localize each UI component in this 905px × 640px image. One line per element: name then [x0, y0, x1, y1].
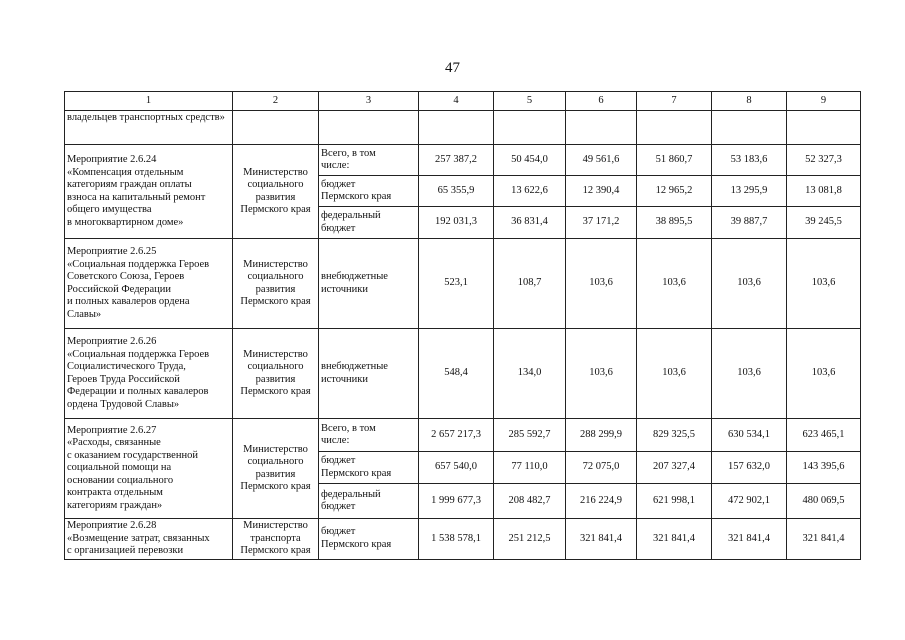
text-line: социального	[247, 361, 304, 372]
empty-cell	[233, 111, 319, 145]
col-header: 8	[712, 92, 787, 111]
value-cell: 77 110,0	[494, 452, 566, 484]
text-line: Советского Союза, Героев	[67, 271, 185, 282]
text-line: Пермского края	[321, 538, 392, 550]
value-cell: 288 299,9	[566, 419, 637, 452]
text-line: основании социального	[67, 474, 174, 486]
text-line: Пермского края	[240, 481, 311, 492]
source-cell	[319, 207, 419, 239]
text-line: «Расходы, связанные	[67, 437, 161, 449]
col-header: 6	[566, 92, 637, 111]
text-line: развития	[255, 283, 296, 295]
value-cell: 257 387,2	[419, 145, 494, 176]
value-cell: 50 454,0	[494, 145, 566, 176]
text-line: Всего, в том	[321, 147, 376, 159]
text-line: бюджет	[321, 526, 356, 538]
text-line: «Социальная поддержка Героев	[67, 258, 210, 270]
value-cell: 548,4	[419, 329, 494, 419]
text-line: Пермского края	[240, 296, 311, 307]
value-cell: 630 534,1	[712, 419, 787, 452]
measure-cell	[65, 239, 233, 329]
col-header: 4	[419, 92, 494, 111]
page-number: 47	[445, 60, 460, 76]
value-cell: 192 031,3	[419, 207, 494, 239]
source-cell	[319, 452, 419, 484]
text-line: Пермского края	[321, 191, 392, 202]
value-cell: 37 171,2	[566, 207, 637, 239]
empty-cell	[494, 111, 566, 145]
value-cell: 49 561,6	[566, 145, 637, 176]
table-row	[65, 519, 861, 560]
text-line: Министерство	[243, 348, 308, 360]
value-cell: 103,6	[712, 239, 787, 329]
value-cell: 657 540,0	[419, 452, 494, 484]
value-cell: 13 622,6	[494, 176, 566, 207]
text-line: Мероприятие 2.6.26	[67, 336, 157, 347]
text-line: социального	[247, 179, 304, 190]
text-line: Мероприятие 2.6.28	[67, 520, 157, 531]
text-line: Мероприятие 2.6.25	[67, 246, 157, 257]
measure-cell	[65, 519, 233, 560]
text-line: «Социальная поддержка Героев	[67, 348, 210, 360]
text-line: развития	[255, 468, 296, 480]
value-cell: 103,6	[787, 239, 861, 329]
text-line: взноса на капитальный ремонт	[67, 191, 206, 203]
text-line: Пермского края	[321, 467, 392, 479]
agency-cell	[233, 145, 319, 239]
col-header: 7	[637, 92, 712, 111]
value-cell: 285 592,7	[494, 419, 566, 452]
value-cell: 108,7	[494, 239, 566, 329]
source-cell	[319, 176, 419, 207]
value-cell: 38 895,5	[637, 207, 712, 239]
value-cell: 36 831,4	[494, 207, 566, 239]
value-cell: 623 465,1	[787, 419, 861, 452]
empty-cell	[787, 111, 861, 145]
text-line: социальной помощи на	[67, 462, 172, 474]
text-line: Министерство	[243, 443, 308, 455]
value-cell: 52 327,3	[787, 145, 861, 176]
text-line: общего имущества	[67, 204, 152, 215]
value-cell: 103,6	[637, 329, 712, 419]
text-line: Федерации и полных кавалеров	[67, 386, 209, 397]
value-cell: 216 224,9	[566, 484, 637, 519]
empty-cell	[637, 111, 712, 145]
text-line: ордена Трудовой Славы»	[67, 398, 180, 410]
value-cell: 53 183,6	[712, 145, 787, 176]
value-cell: 321 841,4	[712, 519, 787, 560]
source-cell	[319, 145, 419, 176]
value-cell: 621 998,1	[637, 484, 712, 519]
value-cell: 72 075,0	[566, 452, 637, 484]
text-line: транспорта	[250, 532, 301, 544]
value-cell: 321 841,4	[787, 519, 861, 560]
value-cell: 321 841,4	[566, 519, 637, 560]
col-header: 1	[65, 92, 233, 111]
value-cell: 103,6	[566, 239, 637, 329]
text-line: социального	[247, 271, 304, 282]
value-cell: 39 887,7	[712, 207, 787, 239]
value-cell: 472 902,1	[712, 484, 787, 519]
empty-cell	[566, 111, 637, 145]
value-cell: 523,1	[419, 239, 494, 329]
empty-cell	[712, 111, 787, 145]
value-cell: 12 390,4	[566, 176, 637, 207]
value-cell: 134,0	[494, 329, 566, 419]
value-cell: 207 327,4	[637, 452, 712, 484]
funding-table	[64, 91, 861, 560]
text-line: развития	[255, 191, 296, 203]
table-row	[65, 329, 861, 419]
value-cell: 480 069,5	[787, 484, 861, 519]
col-header: 3	[319, 92, 419, 111]
col-header: 9	[787, 92, 861, 111]
text-line: Мероприятие 2.6.27	[67, 424, 157, 436]
agency-cell	[233, 329, 319, 419]
text-line: с оказанием государственной	[67, 449, 198, 461]
value-cell: 157 632,0	[712, 452, 787, 484]
measure-cell: владельцев транспортных средств»	[65, 111, 233, 145]
text-line: Российской Федерации	[67, 283, 171, 295]
value-cell: 51 860,7	[637, 145, 712, 176]
value-cell: 103,6	[787, 329, 861, 419]
text-line: Пермского края	[240, 204, 311, 215]
text-line: Пермского края	[240, 386, 311, 397]
value-cell: 1 538 578,1	[419, 519, 494, 560]
text-line: источники	[321, 373, 368, 385]
text-line: Героев Труда Российской	[67, 373, 180, 385]
text-line: Славы»	[67, 308, 102, 320]
text-line: Пермского края	[240, 545, 311, 556]
text-line: развития	[255, 373, 296, 385]
source-cell	[319, 329, 419, 419]
text-line: «Компенсация отдельным	[67, 166, 184, 178]
text-line: внебюджетные	[321, 361, 388, 372]
text-line: категориям граждан»	[67, 499, 163, 511]
text-line: бюджет	[321, 455, 356, 466]
text-line: Министерство	[243, 258, 308, 270]
value-cell: 103,6	[566, 329, 637, 419]
empty-cell	[419, 111, 494, 145]
source-cell	[319, 519, 419, 560]
text-line: и полных кавалеров ордена	[67, 296, 190, 307]
measure-cell	[65, 329, 233, 419]
text-line: Министерство	[243, 166, 308, 178]
source-cell	[319, 419, 419, 452]
text-line: бюджет	[321, 501, 356, 512]
text-line: Социалистического Труда,	[67, 361, 186, 372]
measure-cell	[65, 145, 233, 239]
text-line: с организацией перевозки	[67, 545, 184, 556]
text-line: источники	[321, 283, 368, 295]
value-cell: 103,6	[712, 329, 787, 419]
continuation-row	[65, 111, 861, 145]
text-line: числе:	[321, 160, 350, 171]
text-line: «Возмещение затрат, связанных	[67, 532, 210, 544]
col-header: 5	[494, 92, 566, 111]
agency-cell	[233, 419, 319, 519]
value-cell: 13 295,9	[712, 176, 787, 207]
text-line: числе:	[321, 435, 350, 446]
text-line: внебюджетные	[321, 271, 388, 282]
value-cell: 103,6	[637, 239, 712, 329]
value-cell: 321 841,4	[637, 519, 712, 560]
text-line: бюджет	[321, 222, 356, 234]
value-cell: 12 965,2	[637, 176, 712, 207]
table-row	[65, 419, 861, 452]
text-line: Министерство	[243, 520, 308, 531]
empty-cell	[319, 111, 419, 145]
value-cell: 829 325,5	[637, 419, 712, 452]
table-row	[65, 145, 861, 176]
value-cell: 65 355,9	[419, 176, 494, 207]
text-line: социального	[247, 456, 304, 467]
value-cell: 1 999 677,3	[419, 484, 494, 519]
value-cell: 2 657 217,3	[419, 419, 494, 452]
text-line: Мероприятие 2.6.24	[67, 154, 157, 165]
text-line: Всего, в том	[321, 422, 376, 434]
value-cell: 251 212,5	[494, 519, 566, 560]
text-line: федеральный	[321, 488, 381, 500]
text-line: бюджет	[321, 178, 356, 190]
value-cell: 39 245,5	[787, 207, 861, 239]
value-cell: 13 081,8	[787, 176, 861, 207]
col-header: 2	[233, 92, 319, 111]
text-line: контракта отдельным	[67, 487, 163, 499]
agency-cell	[233, 519, 319, 560]
text-line: категориям граждан оплаты	[67, 179, 192, 190]
value-cell: 208 482,7	[494, 484, 566, 519]
text-line: федеральный	[321, 210, 381, 221]
measure-cell	[65, 419, 233, 519]
source-cell	[319, 239, 419, 329]
header-row	[65, 92, 861, 111]
value-cell: 143 395,6	[787, 452, 861, 484]
text-line: в многоквартирном доме»	[67, 216, 184, 228]
table-row	[65, 239, 861, 329]
agency-cell	[233, 239, 319, 329]
source-cell	[319, 484, 419, 519]
